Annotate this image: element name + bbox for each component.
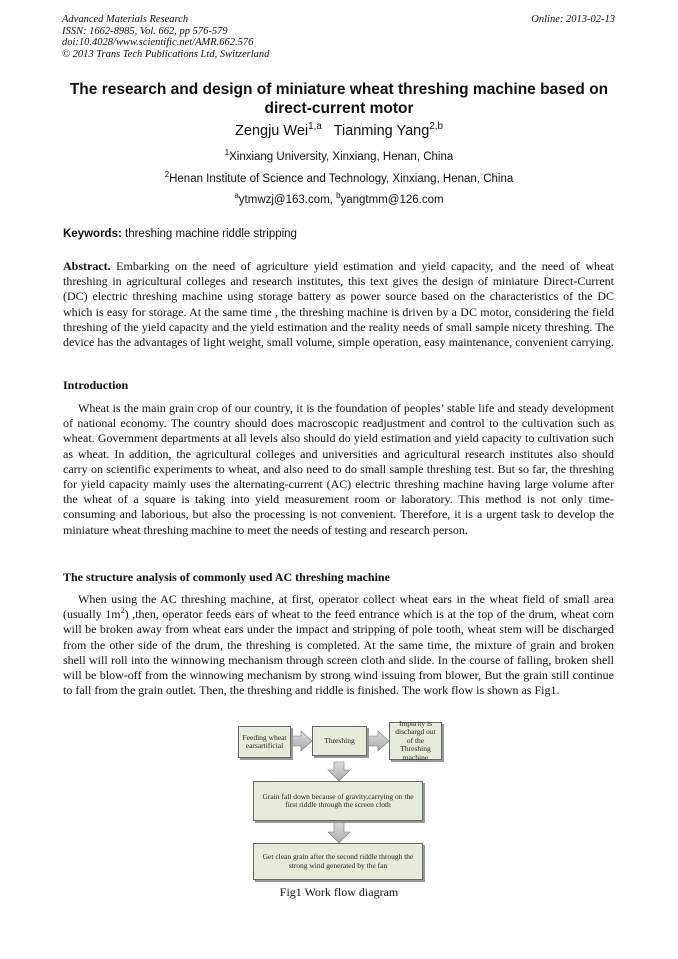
arrow-right-1	[291, 731, 312, 751]
intro-paragraph: Wheat is the main grain crop of our country, it is the foundation of peoples’ stable life and steady development of national economy. The country should does macroscopic readjustment and control to the cultivation such as wheat. Government departments at all levels also should do yield estimation and yield capacity to cultivation such as wheat. In addition, the agricultural colleges and universities and agricultural research institutes also should carry on scientific experiments to wheat, and also need to do small sample threshing test. But so far, the threshing for yield capacity mainly uses the alternating-current (AC) electric threshing machine having large volume after the wheat of a square is taking into yield measurement room or laboratory. This method is not only time-consuming and laborious, but also the processing is not convenient. Therefore, it is a urgent task to develop the miniature wheat threshing machine to meet the needs of testing and research person.	[63, 401, 614, 537]
figure-caption: Fig1 Work flow diagram	[279, 885, 399, 899]
structure-heading: The structure analysis of commonly used AC threshing machine	[63, 570, 390, 584]
flow-box-feeding: Feeding wheat earsartificial	[238, 726, 291, 758]
structure-text-1: When using the AC threshing machine, at first, operator collect wheat ears in the wheat field of small area (usually 1m	[63, 592, 614, 622]
issn-line: ISSN: 1662-8985, Vol. 662, pp 576-579	[62, 25, 228, 37]
flow-box-threshing: Threshing	[312, 726, 367, 756]
keywords-label: Keywords:	[63, 228, 122, 240]
email-b: yangtmm@126.com	[340, 194, 444, 206]
abstract-label: Abstract.	[63, 259, 111, 273]
online-date: Online: 2013-02-13	[531, 14, 615, 25]
email-a: ytmwzj@163.com,	[238, 194, 333, 206]
affiliation-2-sup: 2	[164, 170, 170, 180]
affiliation-2-text: Henan Institute of Science and Technology, Xinxiang, Henan, China	[169, 173, 514, 185]
arrow-down-2	[328, 821, 350, 843]
author-1-name: Zengju Wei	[235, 123, 309, 139]
email-a-sup: a	[234, 191, 239, 201]
structure-text-2: ) ,then, operator feeds ears of wheat to the feed entrance which is at the top of the drum, wheat corn will be broken away from wheat ears under the impact and stripping of pole tooth, wheat stem will be discharged from the other side of the drum, the threshing is completed. At the same time, the mixture of grain and broken shell will roll into the winnowing mechanism through screen cloth and slide. In the course of falling, broken shell will be blow-off from the winnowing mechanism by strong wind issuing from blower, But the grain still continue to fall from the grain outlet. Then, the threshing and riddle is finished. The work flow is shown as Fig1.	[63, 607, 614, 698]
title-line-2: direct-current motor	[264, 100, 414, 117]
flow-box-second-riddle: Get clean grain after the second riddle through the strong wind generated by the fan	[253, 843, 423, 880]
abstract-text: Embarking on the need of agriculture yield estimation and yield capacity, and the need of wheat threshing in agricultural colleges and research institutes, this text gives the design of miniature Direct-Current (DC) electric threshing machine using storage battery as power source based on the characteristics of the DC which is easy for storage. At the same time , the threshing machine is driven by a DC motor, considering the field threshing of the yield capacity and the yield estimation and the reality needs of small sample nicety threshing. The device has the advantages of light weight, small volume, simple operation, easy maintenance, convenient carrying.	[63, 259, 615, 350]
title-line-1: The research and design of miniature wheat threshing machine based on	[69, 81, 609, 98]
author-2-sup: 2,b	[429, 121, 443, 133]
keywords-text: threshing machine riddle stripping	[125, 228, 297, 240]
journal-name: Advanced Materials Research	[62, 14, 189, 25]
author-2-name: Tianming Yang	[333, 123, 430, 139]
area-exponent: 2	[120, 606, 125, 616]
email-b-sup: b	[336, 191, 341, 201]
author-1-sup: 1,a	[308, 121, 322, 133]
affiliation-1-text: Xinxiang University, Xinxiang, Henan, China	[229, 151, 454, 163]
flow-box-impurity: Impurity is dischargd out of the Threshing machine	[389, 722, 442, 760]
copyright-line: © 2013 Trans Tech Publications Ltd, Switzerland	[62, 48, 270, 60]
arrow-down-1	[328, 762, 350, 781]
arrow-right-2	[368, 731, 389, 751]
intro-heading: Introduction	[63, 378, 129, 392]
affiliation-1-sup: 1	[224, 148, 230, 158]
flow-box-first-riddle: Grain fall down because of gravity,carrying on the first riddle through the screen cloth	[253, 781, 423, 821]
doi-line: doi:10.4028/www.scientific.net/AMR.662.576	[62, 37, 254, 48]
